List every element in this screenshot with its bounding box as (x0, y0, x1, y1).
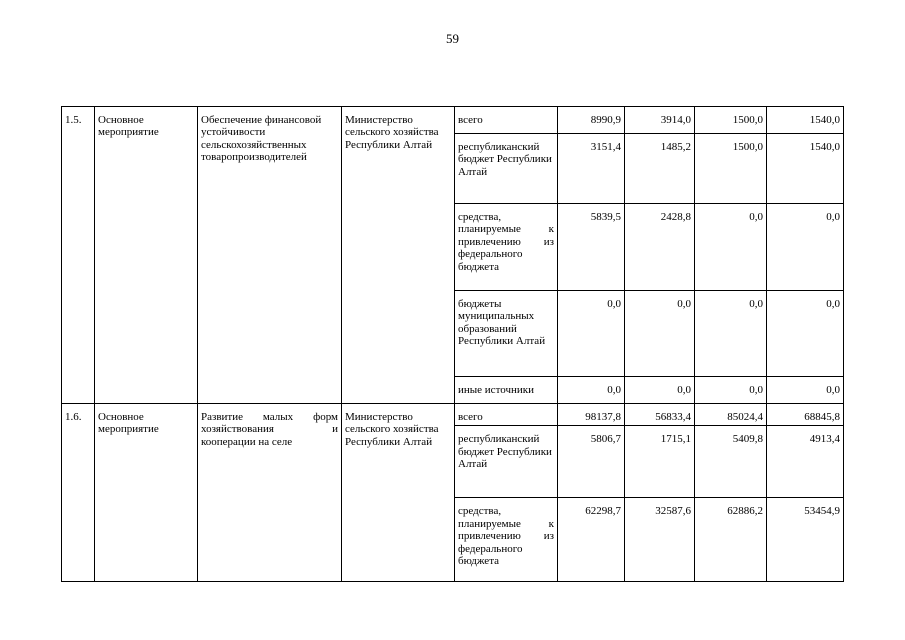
value-cell: 98137,8 (558, 404, 625, 426)
funding-source: средства, планируемые к привлечению из федерального бюджета (455, 204, 558, 291)
value-cell: 4913,4 (767, 426, 844, 498)
item-code: 1.6. (62, 404, 95, 582)
funding-source: республиканский бюджет Республики Алтай (455, 134, 558, 204)
item-executor: Министерство сельского хозяйства Республики Алтай (342, 404, 455, 582)
funding-source: республиканский бюджет Республики Алтай (455, 426, 558, 498)
funding-source: всего (455, 404, 558, 426)
item-type: Основное мероприятие (95, 107, 198, 404)
value-cell: 0,0 (695, 377, 767, 404)
item-type: Основное мероприятие (95, 404, 198, 582)
value-cell: 1500,0 (695, 134, 767, 204)
item-code: 1.5. (62, 107, 95, 404)
funding-source: средства, планируемые к привлечению из федерального бюджета (455, 498, 558, 582)
value-cell: 5839,5 (558, 204, 625, 291)
value-cell: 0,0 (695, 291, 767, 377)
value-cell: 1500,0 (695, 107, 767, 134)
value-cell: 3914,0 (625, 107, 695, 134)
value-cell: 0,0 (767, 291, 844, 377)
value-cell: 32587,6 (625, 498, 695, 582)
budget-table (61, 106, 844, 582)
value-cell: 1540,0 (767, 134, 844, 204)
value-cell: 0,0 (625, 291, 695, 377)
value-cell: 8990,9 (558, 107, 625, 134)
value-cell: 1715,1 (625, 426, 695, 498)
value-cell: 1485,2 (625, 134, 695, 204)
funding-source: бюджеты муниципальных образований Республики Алтай (455, 291, 558, 377)
value-cell: 0,0 (767, 204, 844, 291)
value-cell: 0,0 (767, 377, 844, 404)
value-cell: 1540,0 (767, 107, 844, 134)
page-number: 59 (446, 31, 459, 46)
value-cell: 3151,4 (558, 134, 625, 204)
funding-source: иные источники (455, 377, 558, 404)
value-cell: 68845,8 (767, 404, 844, 426)
value-cell: 0,0 (558, 377, 625, 404)
item-name: Развитие малых форм хозяйствования и кооперации на селе (198, 404, 342, 582)
table-row (62, 404, 844, 426)
value-cell: 85024,4 (695, 404, 767, 426)
item-name: Обеспечение финансовой устойчивости сельскохозяйственных товаропроизводителей (198, 107, 342, 404)
table-row (62, 107, 844, 134)
value-cell: 62886,2 (695, 498, 767, 582)
value-cell: 0,0 (558, 291, 625, 377)
item-executor: Министерство сельского хозяйства Республики Алтай (342, 107, 455, 404)
value-cell: 56833,4 (625, 404, 695, 426)
value-cell: 2428,8 (625, 204, 695, 291)
value-cell: 62298,7 (558, 498, 625, 582)
value-cell: 0,0 (625, 377, 695, 404)
value-cell: 0,0 (695, 204, 767, 291)
funding-source: всего (455, 107, 558, 134)
value-cell: 5409,8 (695, 426, 767, 498)
value-cell: 53454,9 (767, 498, 844, 582)
value-cell: 5806,7 (558, 426, 625, 498)
